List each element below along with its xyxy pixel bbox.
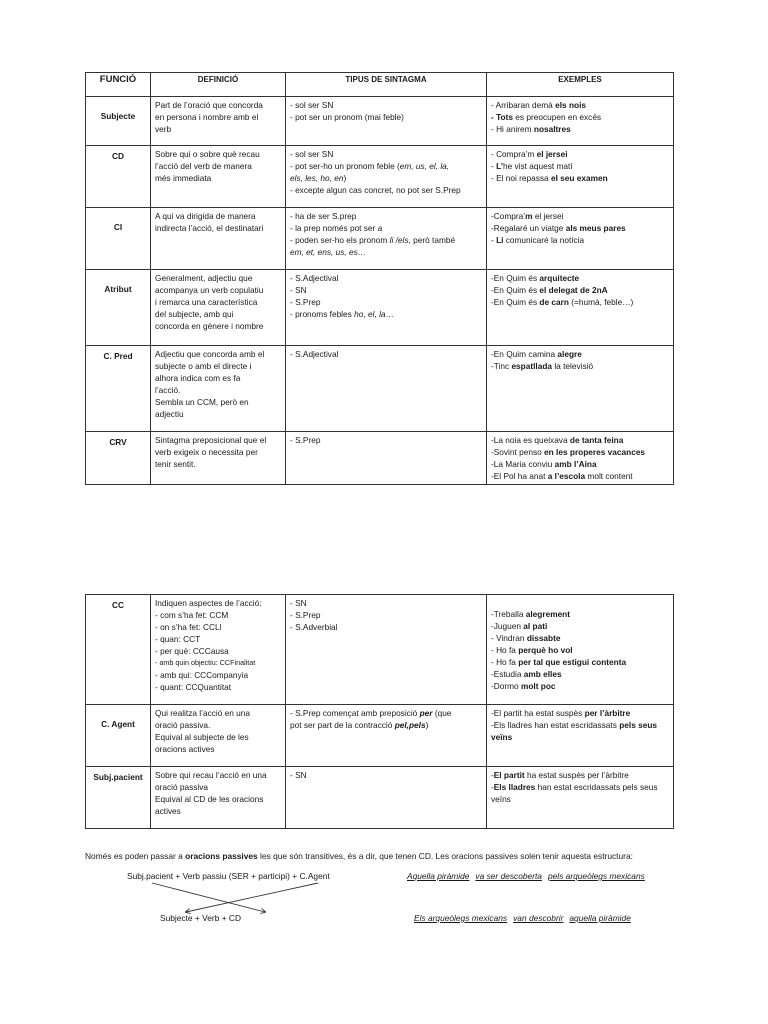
- tipus-line: - pot ser-ho un pronom feble (em, us, el, la,: [290, 161, 450, 171]
- example-line: -El partit ha estat suspès per l’àrbitre: [491, 708, 631, 718]
- tipus-line: - pronoms febles ho, el, la…: [290, 309, 394, 319]
- tipus-line: - S.Prep: [290, 435, 321, 445]
- definition-line: alhora indica com es fa: [155, 373, 241, 383]
- tipus-line: - sol ser SN: [290, 100, 334, 110]
- tipus-line: - S.Adjectival: [290, 273, 339, 283]
- definition-line: Sembla un CCM, però en: [155, 397, 249, 407]
- example-line: -Compra’m el jersei: [491, 211, 564, 221]
- example-line: - Ho fa per tal que estigui contenta: [491, 657, 627, 667]
- definition-line: Sobre qui o sobre què recau: [155, 149, 260, 159]
- example-line: -El partit ha estat suspès per l’àrbitre: [491, 770, 629, 780]
- definition-line: oracions actives: [155, 744, 215, 754]
- tipus-line: em, et, ens, us, es…: [290, 247, 367, 257]
- tipus-line: - S.Adjectival: [290, 349, 339, 359]
- example-line: -Els lladres han estat escridassats pels seus: [491, 782, 658, 792]
- passive-note: Només es poden passar a oracions passives les que són transitives, és a dir, que tenen CD. Les oracions passives solen tenir aquesta estructura:: [85, 851, 633, 861]
- tipus-line: - poden ser-ho els pronom li /els, però també: [290, 235, 456, 245]
- definition-line: verb: [155, 124, 172, 134]
- tipus-line: - S.Adverbial: [290, 622, 338, 632]
- definition-line: acompanya un verb copulatiu: [155, 285, 264, 295]
- arrow-agent-to-subj: [186, 883, 318, 912]
- tipus-line: - la prep només pot ser a: [290, 223, 383, 233]
- definition-line: - quan: CCT: [155, 634, 201, 644]
- tipus-line: - pot ser un pronom (mai feble): [290, 112, 404, 122]
- definition-line: Equival al CD de les oracions: [155, 794, 264, 804]
- definition-line: més immediata: [155, 173, 212, 183]
- tipus-line: - sol ser SN: [290, 149, 334, 159]
- passive-example: Aquella piràmide va ser descoberta pels arqueòlegs mexicans: [407, 871, 645, 881]
- function-name: Atribut: [86, 270, 151, 346]
- tipus-line: pot ser part de la contracció pel,pels): [290, 720, 429, 730]
- definition-line: Qui realitza l’acció en una: [155, 708, 251, 718]
- definition-line: del subjecte, amb qui: [155, 309, 234, 319]
- active-structure: Subjecte + Verb + CD: [160, 913, 242, 923]
- example-line: - Compra’m el jersei: [491, 149, 568, 159]
- function-name: C. Pred: [86, 346, 151, 432]
- tipus-line: - S.Prep començat amb preposició per (que: [290, 708, 452, 718]
- function-name: Subjecte: [86, 97, 151, 146]
- example-line: - Ho fa perquè ho vol: [491, 645, 573, 655]
- definition-line: - per què: CCCausa: [155, 646, 229, 656]
- definition-line: - quant: CCQuantitat: [155, 682, 232, 692]
- example-line: -El Pol ha anat a l’escola molt content: [491, 471, 633, 481]
- definition-line: actives: [155, 806, 181, 816]
- definition-line: oració passiva: [155, 782, 209, 792]
- example-line: -En Quim camina alegre: [491, 349, 582, 359]
- header-tipus: TIPUS DE SINTAGMA: [286, 73, 487, 97]
- example-line: -Treballa alegrement: [491, 609, 571, 619]
- definition-line: Sintagma preposicional que el: [155, 435, 267, 445]
- example-line: -Juguen al pati: [491, 621, 548, 631]
- definition-line: Equival al subjecte de les: [155, 732, 249, 742]
- example-line: - Tots es preocupen en excés: [491, 112, 602, 122]
- example-line: -En Quim és el delegat de 2nA: [491, 285, 608, 295]
- definition-line: - amb quin objectiu: CCFinalitat: [155, 658, 256, 667]
- example-line: -En Quim és arquitecte: [491, 273, 580, 283]
- function-name: CC: [86, 595, 151, 705]
- definition-line: - amb qui: CCCompanyia: [155, 670, 249, 680]
- definition-line: adjectiu: [155, 409, 184, 419]
- function-name: CRV: [86, 432, 151, 485]
- definition-line: en persona i nombre amb el: [155, 112, 259, 122]
- header-funcio: FUNCIÓ: [86, 73, 151, 97]
- definition-line: Generalment, adjectiu que: [155, 273, 253, 283]
- function-name: CD: [86, 146, 151, 208]
- definition-line: - on s’ha fet: CCLl: [155, 622, 222, 632]
- header-definicio: DEFINICIÓ: [151, 73, 286, 97]
- definition-line: concorda en gènere i nombre: [155, 321, 264, 331]
- example-line: -Dormo molt poc: [491, 681, 556, 691]
- active-example: Els arqueòlegs mexicans van descobrir aquella piràmide: [414, 913, 631, 923]
- definition-line: - com s’ha fet: CCM: [155, 610, 229, 620]
- example-line: veïns: [491, 794, 511, 804]
- definition-line: oració passiva.: [155, 720, 211, 730]
- example-line: -En Quim és de carn (=humà, feble…): [491, 297, 634, 307]
- tipus-line: - S.Prep: [290, 610, 321, 620]
- arrow-subj-to-cd: [152, 883, 265, 912]
- definition-line: Indiquen aspectes de l’acció:: [155, 598, 262, 608]
- function-name: C. Agent: [86, 705, 151, 767]
- definition-line: A qui va dirigida de manera: [155, 211, 256, 221]
- example-line: -Estudia amb elles: [491, 669, 562, 679]
- example-line: - Li comunicaré la notícia: [491, 235, 585, 245]
- header-exemples: EXEMPLES: [487, 73, 674, 97]
- definition-line: l’acció del verb de manera: [155, 161, 252, 171]
- example-line: -La Maria conviu amb l’Aina: [491, 459, 597, 469]
- definition-line: subjecte o amb el directe i: [155, 361, 252, 371]
- example-line: - Hi anirem nosaltres: [491, 124, 571, 134]
- function-name: CI: [86, 208, 151, 270]
- passive-structure: Subj.pacient + Verb passiu (SER + participi) + C.Agent: [127, 871, 330, 881]
- definition-line: Sobre qui recau l’acció en una: [155, 770, 267, 780]
- function-name: Subj.pacient: [86, 767, 151, 829]
- example-line: -Tinc espatllada la televisió: [491, 361, 594, 371]
- example-line: - El noi repassa el seu examen: [491, 173, 608, 183]
- example-line: -Regalaré un viatge als meus pares: [491, 223, 626, 233]
- example-line: -La noia es queixava de tanta feina: [491, 435, 624, 445]
- tipus-line: - SN: [290, 285, 307, 295]
- example-line: -Sovint penso en les properes vacances: [491, 447, 646, 457]
- tipus-line: - ha de ser S.prep: [290, 211, 357, 221]
- example-line: veïns: [491, 732, 513, 742]
- tipus-line: - S.Prep: [290, 297, 321, 307]
- definition-line: Part de l’oració que concorda: [155, 100, 263, 110]
- definition-line: verb exigeix o necessita per: [155, 447, 258, 457]
- definition-line: tenir sentit.: [155, 459, 196, 469]
- example-line: -Els lladres han estat escridassats pels seus: [491, 720, 658, 730]
- example-line: - Vindran dissabte: [491, 633, 561, 643]
- tipus-line: els, les, ho, en): [290, 173, 347, 183]
- definition-line: indirecta l’acció, el destinatari: [155, 223, 264, 233]
- example-line: - L’he vist aquest matí: [491, 161, 573, 171]
- tipus-line: - SN: [290, 770, 307, 780]
- tipus-line: - SN: [290, 598, 307, 608]
- definition-line: i remarca una característica: [155, 297, 258, 307]
- definition-line: l’acció.: [155, 385, 181, 395]
- example-line: - Arribaran demà els nois: [491, 100, 587, 110]
- definition-line: Adjectiu que concorda amb el: [155, 349, 265, 359]
- tipus-line: - excepte algun cas concret, no pot ser S.Prep: [290, 185, 461, 195]
